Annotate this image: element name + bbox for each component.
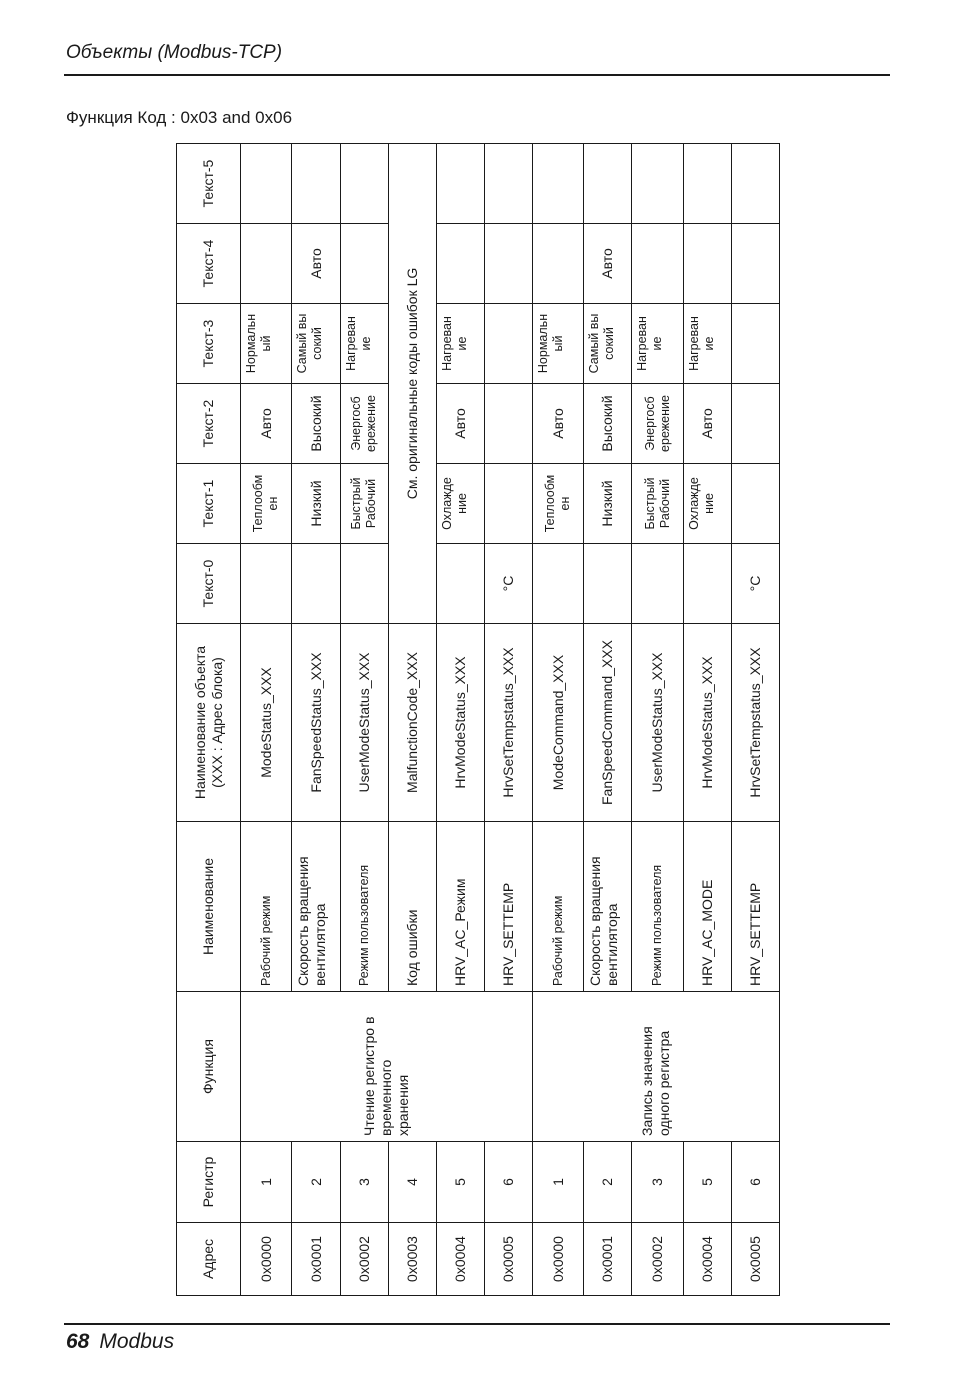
cell-function-write: Запись значения одного регистра (533, 992, 780, 1142)
cell-address: 0x0005 (731, 1223, 779, 1296)
cell-text2: Авто (241, 384, 292, 464)
cell-text0 (683, 544, 731, 624)
cell-register: 5 (436, 1142, 484, 1223)
cell-register: 6 (484, 1142, 532, 1223)
cell-text5 (241, 144, 292, 224)
cell-lg-error-codes: См. оригинальные коды ошибок LG (388, 144, 436, 624)
cell-object: HrvModeStatus_XXX (436, 624, 484, 822)
cell-text0: °C (731, 544, 779, 624)
cell-register: 6 (731, 1142, 779, 1223)
cell-object: FanSpeedCommand_XXX (584, 624, 632, 822)
cell-address: 0x0001 (584, 1223, 632, 1296)
cell-address: 0x0002 (340, 1223, 388, 1296)
cell-register: 4 (388, 1142, 436, 1223)
cell-register: 3 (632, 1142, 683, 1223)
cell-register: 2 (584, 1142, 632, 1223)
register-table-wrapper (176, 144, 780, 1296)
cell-text1: Теплообм ен (241, 464, 292, 544)
cell-text5 (533, 144, 584, 224)
table-row (241, 144, 292, 1296)
cell-text2: Энергосб ережение (632, 384, 683, 464)
cell-text4 (533, 224, 584, 304)
header-name: Наименование (177, 822, 241, 992)
cell-address: 0x0004 (436, 1223, 484, 1296)
header-text5: Текст-5 (177, 144, 241, 224)
cell-address: 0x0000 (241, 1223, 292, 1296)
cell-name: Режим пользователя (340, 822, 388, 992)
cell-name: Скорость вращения вентилятора (292, 822, 340, 992)
cell-text2: Высокий (292, 384, 340, 464)
table-row (533, 144, 584, 1296)
cell-register: 5 (683, 1142, 731, 1223)
page-number: 68 (66, 1330, 90, 1353)
cell-text2: Авто (436, 384, 484, 464)
cell-register: 1 (533, 1142, 584, 1223)
cell-text5 (683, 144, 731, 224)
cell-text5 (731, 144, 779, 224)
cell-text4 (632, 224, 683, 304)
cell-text1: Быстрый Рабочий (340, 464, 388, 544)
cell-text2 (731, 384, 779, 464)
cell-text5 (436, 144, 484, 224)
cell-object: ModeStatus_XXX (241, 624, 292, 822)
header-text0: Текст-0 (177, 544, 241, 624)
cell-text3: Нагреван ие (683, 304, 731, 384)
cell-address: 0x0001 (292, 1223, 340, 1296)
cell-text3: Нагреван ие (436, 304, 484, 384)
footer-rule (64, 1323, 890, 1325)
cell-text0 (241, 544, 292, 624)
cell-text0 (584, 544, 632, 624)
cell-text0 (340, 544, 388, 624)
cell-text3: Нормальн ый (241, 304, 292, 384)
cell-register: 3 (340, 1142, 388, 1223)
cell-text5 (484, 144, 532, 224)
cell-name: HRV_SETTEMP (484, 822, 532, 992)
cell-text4 (731, 224, 779, 304)
footer-section: Modbus (99, 1330, 175, 1353)
page-header-title: Объекты (Modbus-TCP) (66, 42, 283, 63)
header-register: Регистр (177, 1142, 241, 1223)
table-header-row (177, 144, 241, 1296)
cell-text3: Нагреван ие (632, 304, 683, 384)
cell-address: 0x0002 (632, 1223, 683, 1296)
register-table (176, 143, 780, 1296)
cell-text1 (731, 464, 779, 544)
cell-object: ModeCommand_XXX (533, 624, 584, 822)
cell-text1: Охлажде ние (683, 464, 731, 544)
cell-text0 (632, 544, 683, 624)
cell-address: 0x0004 (683, 1223, 731, 1296)
cell-name: Скорость вращения вентилятора (584, 822, 632, 992)
cell-text0 (292, 544, 340, 624)
cell-function-read: Чтение регистро в временного хранения (241, 992, 533, 1142)
header-text2: Текст-2 (177, 384, 241, 464)
cell-register: 1 (241, 1142, 292, 1223)
header-text4: Текст-4 (177, 224, 241, 304)
cell-text2 (484, 384, 532, 464)
cell-text2: Авто (683, 384, 731, 464)
header-address: Адрес (177, 1223, 241, 1296)
rotated-table (176, 144, 780, 1296)
cell-object: HrvSetTempstatus_XXX (731, 624, 779, 822)
cell-text0 (533, 544, 584, 624)
cell-text0: °C (484, 544, 532, 624)
cell-object: HrvSetTempstatus_XXX (484, 624, 532, 822)
cell-name: HRV_SETTEMP (731, 822, 779, 992)
cell-address: 0x0000 (533, 1223, 584, 1296)
cell-text3: Нормальн ый (533, 304, 584, 384)
cell-object: HrvModeStatus_XXX (683, 624, 731, 822)
cell-text5 (584, 144, 632, 224)
header-text3: Текст-3 (177, 304, 241, 384)
function-code-label: Функция Код : 0x03 and 0x06 (66, 108, 293, 127)
cell-text4 (340, 224, 388, 304)
page-footer (66, 1330, 174, 1354)
cell-text4: Авто (292, 224, 340, 304)
cell-object: UserModeStatus_XXX (340, 624, 388, 822)
cell-text1: Теплообм ен (533, 464, 584, 544)
cell-text1 (484, 464, 532, 544)
cell-register: 2 (292, 1142, 340, 1223)
cell-text4 (484, 224, 532, 304)
cell-name: HRV_AC_MODE (683, 822, 731, 992)
cell-text3: Нагреван ие (340, 304, 388, 384)
cell-text4 (683, 224, 731, 304)
cell-text1: Низкий (584, 464, 632, 544)
cell-text4: Авто (584, 224, 632, 304)
cell-name: HRV_AC_Режим (436, 822, 484, 992)
header-rule (64, 74, 890, 76)
cell-text1: Быстрый Рабочий (632, 464, 683, 544)
cell-text1: Низкий (292, 464, 340, 544)
cell-text4 (436, 224, 484, 304)
cell-name: Режим пользователя (632, 822, 683, 992)
cell-text4 (241, 224, 292, 304)
header-object-name: Наименование объекта (XXX : Адрес блока) (177, 624, 241, 822)
cell-text5 (292, 144, 340, 224)
cell-text3: Самый вы сокий (584, 304, 632, 384)
cell-text3: Самый вы сокий (292, 304, 340, 384)
cell-address: 0x0005 (484, 1223, 532, 1296)
header-function: Функция (177, 992, 241, 1142)
cell-text2: Высокий (584, 384, 632, 464)
cell-text5 (340, 144, 388, 224)
cell-text3 (484, 304, 532, 384)
cell-address: 0x0003 (388, 1223, 436, 1296)
cell-name: Рабочий режим (241, 822, 292, 992)
cell-text2: Энергосб ережение (340, 384, 388, 464)
cell-text5 (632, 144, 683, 224)
cell-object: MalfunctionCode_XXX (388, 624, 436, 822)
cell-name: Код ошибки (388, 822, 436, 992)
cell-object: UserModeStatus_XXX (632, 624, 683, 822)
cell-text1: Охлажде ние (436, 464, 484, 544)
cell-text2: Авто (533, 384, 584, 464)
header-text1: Текст-1 (177, 464, 241, 544)
cell-object: FanSpeedStatus_XXX (292, 624, 340, 822)
cell-text0 (436, 544, 484, 624)
cell-name: Рабочий режим (533, 822, 584, 992)
cell-text3 (731, 304, 779, 384)
